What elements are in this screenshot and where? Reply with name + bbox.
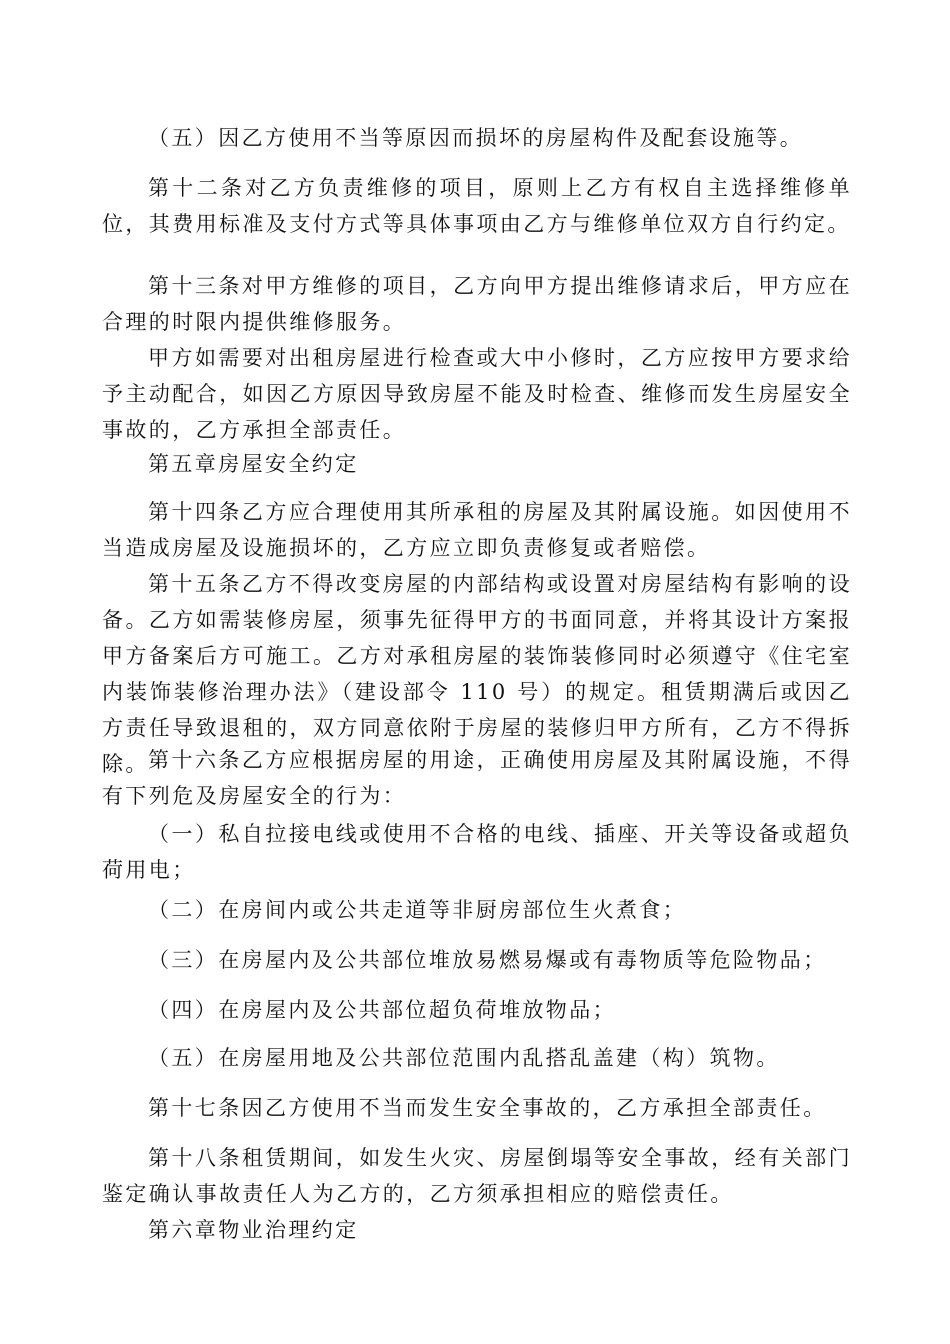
paragraph-article-16: 第十六条乙方应根据房屋的用途，正确使用房屋及其附属设施，不得有下列危及房屋安全的行为： <box>102 748 852 808</box>
paragraph-article-12: 第十二条对乙方负责维修的项目，原则上乙方有权自主选择维修单位，其费用标准及支付方式等具体事项由乙方与维修单位双方自行约定。 <box>102 176 852 236</box>
paragraph-item-5-damage: （五）因乙方使用不当等原因而损坏的房屋构件及配套设施等。 <box>148 126 804 150</box>
paragraph-article-14: 第十四条乙方应合理使用其所承租的房屋及其附属设施。如因使用不当造成房屋及设施损坏的，乙方应立即负责修复或者赔偿。 <box>102 500 852 560</box>
paragraph-item-4-overload: （四）在房屋内及公共部位超负荷堆放物品； <box>148 998 616 1022</box>
paragraph-item-2-cooking: （二）在房间内或公共走道等非厨房部位生火煮食； <box>148 898 687 922</box>
paragraph-item-5-construction: （五）在房屋用地及公共部位范围内乱搭乱盖建（构）筑物。 <box>148 1046 780 1070</box>
chapter-6-heading: 第六章物业治理约定 <box>148 1218 359 1242</box>
chapter-5-heading: 第五章房屋安全约定 <box>148 452 359 476</box>
paragraph-inspection-cooperation: 甲方如需要对出租房屋进行检查或大中小修时，乙方应按甲方要求给予主动配合，如因乙方原因导致房屋不能及时检查、维修而发生房屋安全事故的，乙方承担全部责任。 <box>102 346 852 442</box>
paragraph-item-1-electricity: （一）私自拉接电线或使用不合格的电线、插座、开关等设备或超负荷用电； <box>102 822 852 882</box>
paragraph-item-3-hazardous: （三）在房屋内及公共部位堆放易燃易爆或有毒物质等危险物品； <box>148 948 827 972</box>
paragraph-article-18: 第十八条租赁期间，如发生火灾、房屋倒塌等安全事故，经有关部门鉴定确认事故责任人为乙方的，乙方须承担相应的赔偿责任。 <box>102 1146 852 1206</box>
paragraph-article-15: 第十五条乙方不得改变房屋的内部结构或设置对房屋结构有影响的设备。乙方如需装修房屋，须事先征得甲方的书面同意，并将其设计方案报甲方备案后方可施工。乙方对承租房屋的装饰装修同时必须遵守《住宅室内装饰装修治理办法》（建设部令 110 号）的规定。租赁期满后或因乙方责任导致退租的，双方同意依附于房屋的装修归甲方所有，乙方不得拆除。 <box>102 572 852 776</box>
paragraph-article-13: 第十三条对甲方维修的项目，乙方向甲方提出维修请求后，甲方应在合理的时限内提供维修服务。 <box>102 274 852 334</box>
paragraph-article-17: 第十七条因乙方使用不当而发生安全事故的，乙方承担全部责任。 <box>148 1096 827 1120</box>
